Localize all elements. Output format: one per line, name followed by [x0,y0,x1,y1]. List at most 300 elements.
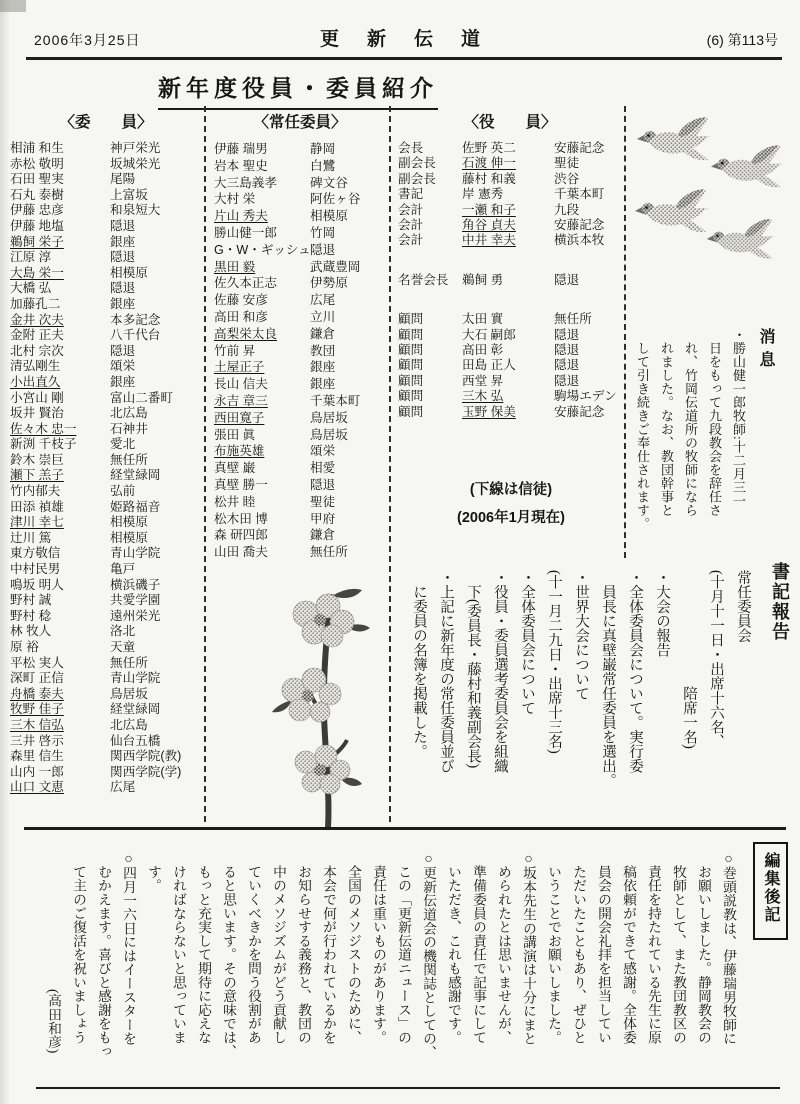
member-name: 山田 喬夫 [214,545,268,560]
member-church: 相愛 [310,461,336,476]
member-row [10,235,202,251]
member-row [10,437,202,453]
officer-church: 隠退 [554,343,580,358]
officer-church: 九段 [554,202,580,217]
member-church: 隠退 [110,250,136,265]
member-row [10,203,202,219]
officer-name: 石渡 伸一 [462,156,516,171]
member-name: 林 牧人 [10,624,52,639]
column-divider [624,106,626,558]
member-name: 赤松 敬明 [10,156,64,171]
member-name: 黒田 毅 [214,259,256,274]
member-row [10,219,202,235]
officer-role: 会計 [398,202,424,217]
editorial-line: 全国のメソジストのために、 [346,851,361,1045]
member-name: 相浦 和生 [10,141,64,155]
member-church: 仙台五橋 [110,733,161,748]
standing-committee-heading: 〈常任委員〉 [253,114,347,131]
member-row [10,718,202,734]
member-name: G・W・ギッシュ [214,242,311,257]
news-line: れました。なお、教団幹事と [659,328,674,517]
member-name: 高田 和彦 [214,309,268,324]
member-row [10,172,202,188]
member-church: 上富坂 [110,187,148,202]
secretary-report-heading: 書記報告 [770,562,790,642]
editorial-line: もっと充実して期待に応えな [196,851,211,1045]
member-row [10,640,202,656]
editorial-line: ○巻頭説教は、伊藤瑞男牧師に [721,851,736,1046]
member-name: 真壁 巌 [214,461,256,476]
member-name: 竹前 昇 [214,343,256,358]
editorial-line: お願いしました。静岡教会の [696,851,711,1045]
member-row [10,765,202,781]
editorial-line: 中のメソジズムがどう貢献し [271,851,286,1045]
committee-list [10,141,202,796]
member-row [10,500,202,516]
officers-column [398,112,622,420]
member-name: 竹内郁夫 [10,484,61,499]
member-church: 愛北 [110,437,136,452]
member-row [214,544,386,561]
officer-row [398,343,622,358]
member-row [10,468,202,484]
member-name: 平松 実人 [10,655,64,670]
member-row [10,375,202,391]
editorial-line: す。 [146,851,161,893]
member-row [214,259,386,276]
editorial-line: ただいたこともあり、ぜひと [571,851,586,1045]
officer-row [398,203,622,218]
editorial-line: ○四月一六日にはイースターを [121,851,136,1046]
editorial-line: 責任を持たれている先生に原 [646,851,661,1045]
editorial-line: ると思います。その意味では、 [221,851,236,1058]
member-row [214,175,386,192]
report-line: 常任委員会 [735,570,751,643]
member-name: 大三島義孝 [214,175,277,190]
editorial-line: むかえます。喜びと感謝をもっ [96,851,111,1058]
member-row [10,266,202,282]
member-church: 相模原 [310,209,348,224]
member-name: 真壁 勝一 [214,477,268,492]
member-row [214,427,386,444]
member-name: 北村 宗次 [10,343,64,358]
officer-name: 藤村 和義 [462,171,516,186]
officer-name: 角谷 貞夫 [462,218,516,233]
editorial-line: 稿依頼ができて感謝。全体委 [621,851,636,1045]
member-row [10,453,202,469]
member-name: 勝山健一郎 [214,225,277,240]
member-row [214,208,386,225]
editorial-line: この「更新伝道ニュース」の [396,851,411,1045]
member-church: 共愛学園 [110,593,161,608]
member-row [10,531,202,547]
member-church: 遠州栄光 [110,608,161,623]
member-church: 鳥居坂 [310,410,348,425]
member-name: 岩本 聖史 [214,158,268,173]
member-church: 鳥居坂 [110,686,148,701]
member-name: 伊藤 地塩 [10,218,64,233]
member-row [10,609,202,625]
officer-row [398,218,622,233]
editorial-line: ければならないと思っていま [171,851,186,1045]
member-church: 竹岡 [310,225,336,240]
member-church: 石神井 [110,421,148,436]
member-church: 鎌倉 [310,326,336,341]
member-church: 鎌倉 [310,528,336,543]
member-church: 鳥居坂 [310,427,348,442]
member-name: 舟橋 泰夫 [10,686,64,701]
news-body [630,328,750,590]
member-row [214,242,386,259]
editorial-line: ○坂本先生の講演は十分にまと [521,851,536,1046]
editorial-line: お知らせする義務と、教団の [296,851,311,1045]
officer-role: 名誉会長 [398,272,449,287]
officer-church: 隠退 [554,358,580,373]
officer-name: 佐野 英二 [462,141,516,155]
officers-heading: 〈役 員〉 [463,114,557,131]
member-row [214,191,386,208]
member-church: 武蔵豊岡 [310,259,361,274]
officer-role: 顧問 [398,327,424,342]
editorial-heading: 編集後記 [753,842,788,940]
news-line: ・勝山健一郎牧師:十二月三一 [731,328,746,508]
officer-name: 中井 幸夫 [462,233,516,248]
member-row [214,326,386,343]
member-row [10,671,202,687]
officer-church: 隠退 [554,327,580,342]
member-church: 横浜磯子 [110,577,161,592]
member-church: 洛北 [110,624,136,639]
officers-list [398,141,622,420]
scan-edge-shade [0,0,10,1104]
officer-church: 聖徒 [554,156,580,171]
officer-role: 会長 [398,141,424,155]
editorial-line: 員会の開会礼拝を担当してい [596,851,611,1045]
member-name: 津川 幸七 [10,515,64,530]
officer-name: 鵜飼 勇 [462,272,504,287]
officer-role: 顧問 [398,389,424,404]
member-church: 神戸栄光 [110,141,161,155]
member-name: 石丸 泰樹 [10,187,64,202]
member-row [10,515,202,531]
member-church: 弘前 [110,484,136,499]
officer-row [398,405,622,420]
member-church: 伊勢原 [310,276,348,291]
member-row [214,141,386,158]
member-church: 青山学院 [110,671,161,686]
member-church: 天童 [110,640,136,654]
section-rule [24,827,786,830]
member-name: 坂井 賢治 [10,406,64,421]
member-row [10,484,202,500]
officer-name: 西堂 昇 [462,373,504,388]
officer-row [398,156,622,171]
member-church: 関西学院(教) [110,749,182,764]
officer-role: 書記 [398,187,424,202]
member-name: 三木 信弘 [10,717,64,732]
member-name: 張田 眞 [214,427,256,442]
member-row [10,297,202,313]
member-church: 経堂緑岡 [110,702,161,717]
report-line: ・全体委員会について [519,570,535,715]
member-row [10,734,202,750]
editorial-line: 本会で何が行われているかを [321,851,336,1045]
officer-name: 岸 憲秀 [462,187,504,202]
member-row [214,225,386,242]
member-row [214,158,386,175]
officer-role: 顧問 [398,343,424,358]
editorial-line: 責任は重いものがあります。 [371,851,386,1045]
officer-church: 安藤記念 [554,141,605,155]
editorial-line: (高田和彦) [46,851,61,1054]
member-church: 姫路福音 [110,499,161,514]
doves-illustration [632,110,790,268]
member-name: 東方敬信 [10,546,61,561]
member-church: 隠退 [310,242,336,257]
report-line: ・全体委員会について。実行委 [627,570,643,773]
member-name: 片山 秀夫 [214,209,268,224]
officer-church: 隠退 [554,373,580,388]
member-church: 北広島 [110,406,148,421]
officer-row [398,312,622,327]
member-church: 本多記念 [110,312,161,327]
member-row [10,578,202,594]
member-church: 亀戸 [110,562,136,577]
member-name: 佐々木 忠一 [10,421,77,436]
member-church: 碑文谷 [310,175,348,190]
officer-church: 安藤記念 [554,218,605,233]
officer-name: 太田 實 [462,312,504,327]
masthead-title: 更新伝道 [319,29,509,50]
member-row [10,624,202,640]
officer-row [398,187,622,202]
officer-name: 一瀬 和子 [462,202,516,217]
member-row [214,275,386,292]
editorial-line: 準備委員の責任で記事にして [471,851,486,1045]
officer-role: 顧問 [398,312,424,327]
member-row [10,344,202,360]
member-row [214,393,386,410]
member-name: 大橋 弘 [10,281,52,296]
member-church: 青山学院 [110,546,161,561]
member-row [10,391,202,407]
officer-role: 顧問 [398,358,424,373]
member-name: 永吉 章三 [214,393,268,408]
member-row [10,359,202,375]
member-row [214,477,386,494]
officer-row [398,389,622,404]
footer-rule [36,1087,780,1089]
member-church: 関西学院(学) [110,764,182,779]
member-church: 相模原 [110,515,148,530]
member-church: 立川 [310,309,336,324]
member-row [10,562,202,578]
member-church: 北広島 [110,717,148,732]
member-church: 阿佐ヶ谷 [310,192,361,207]
report-line: (十月十一日・出席十六名、 [708,570,724,749]
secretary-report-body [405,562,756,824]
member-name: 辻川 篤 [10,530,52,545]
member-name: 三井 啓示 [10,733,64,748]
member-name: 小出直久 [10,374,61,389]
officer-row [398,141,622,156]
member-name: 牧野 佳子 [10,702,64,717]
member-church: 銀座 [110,296,136,311]
member-row [214,460,386,477]
report-line: 下(委員長・藤村和義副会長) [465,570,481,769]
officer-church: 無任所 [554,312,592,327]
editorial-section [12,842,788,1094]
member-row [10,188,202,204]
editorial-line: て主のご復活を祝いましょう [71,851,86,1045]
member-name: 伊藤 瑞男 [214,142,268,156]
header-rule [26,57,782,60]
officer-church: 駒場エデン [554,389,617,404]
member-name: 土屋正子 [214,360,265,375]
member-church: 頌栄 [110,359,136,374]
member-name: 大村 栄 [214,192,256,207]
column-divider [204,106,206,822]
member-church: 教団 [310,343,336,358]
member-name: 伊藤 忠彦 [10,203,64,218]
member-name: 長山 信夫 [214,377,268,392]
member-church: 頌栄 [310,444,336,459]
member-church: 広尾 [110,780,136,795]
member-row [10,157,202,173]
member-church: 相模原 [110,265,148,280]
member-row [214,376,386,393]
member-row [10,313,202,329]
member-name: 鈴木 崇巨 [10,452,64,467]
report-line: 員長に真壁巌常任委員を選出。 [600,570,616,788]
cherry-blossom-illustration [262,582,394,830]
officer-name: 三木 弘 [462,389,504,404]
member-row [10,406,202,422]
member-name: 森 研四郎 [214,528,268,543]
member-row [10,281,202,297]
report-line: ・世界大会について [573,570,589,701]
member-name: 野村 稔 [10,608,52,623]
member-church: 銀座 [110,234,136,249]
member-row [214,309,386,326]
committee-column [10,112,202,796]
member-name: 西田寛子 [214,410,265,425]
member-row [10,702,202,718]
member-name: 大島 栄一 [10,265,64,280]
member-name: 山内 一郎 [10,764,64,779]
officer-church: 横浜本牧 [554,233,605,248]
member-row [10,422,202,438]
member-church: 経堂緑岡 [110,468,161,483]
editorial-line: められたとは思いませんが、 [496,851,511,1045]
member-row [214,527,386,544]
article-title: 新年度役員・委員紹介 [158,70,438,110]
news-section [628,328,780,590]
member-name: 小宮山 剛 [10,390,64,405]
member-church: 千葉本町 [310,393,361,408]
member-row [10,687,202,703]
member-name: 鵜飼 栄子 [10,234,64,249]
member-church: 無任所 [110,655,148,670]
officer-church: 隠退 [554,272,580,287]
member-row [10,656,202,672]
member-name: 野村 誠 [10,593,52,608]
member-row [214,443,386,460]
member-name: 江原 淳 [10,250,52,265]
officer-church: 千葉本町 [554,187,605,202]
member-row [214,511,386,528]
member-church: 無任所 [110,452,148,467]
officer-role: 副会長 [398,156,436,171]
member-row [10,749,202,765]
officer-role: 会計 [398,233,424,248]
member-row [214,494,386,511]
secretary-report-section [396,562,796,824]
member-name: 佐久本正志 [214,276,277,291]
member-name: 松井 睦 [214,494,256,509]
legend-note [398,476,624,532]
officer-church: 安藤記念 [554,404,605,419]
editorial-line: ○更新伝道会の機関誌としての、 [421,851,436,1060]
officer-name: 田島 正人 [462,358,516,373]
member-row [214,292,386,309]
member-church: 甲府 [310,511,336,526]
member-church: 隠退 [110,281,136,296]
officer-row [398,358,622,373]
member-row [214,410,386,427]
report-line: ・上記に新年度の常任委員並び [438,570,454,773]
editorial-body [41,842,741,1094]
member-row [10,250,202,266]
member-name: 松木田 博 [214,511,268,526]
member-row [10,141,202,157]
legend-asof-note: (2006年1月現在) [457,510,565,526]
legend-underline-note: (下線は信徒) [469,482,553,498]
member-name: 金井 次夫 [10,312,64,327]
news-line: して引き続きご奉仕されます。 [635,328,650,531]
editorial-line: ていくべきかを問う役割があ [246,851,261,1045]
report-line: ・役員・委員選考委員会を組織 [492,570,508,773]
news-line: れ、竹岡伝道所の牧師になら [683,328,698,517]
editorial-line: 牧師として、また教団教区の [671,851,686,1045]
member-church: 坂城栄光 [110,156,161,171]
member-church: 隠退 [110,343,136,358]
member-row [214,359,386,376]
member-name: 布施英雄 [214,444,265,459]
page-issue-number: (6) 第113号 [706,32,778,48]
report-line: に委員の名簿を掲載した。 [411,570,427,759]
member-row [10,593,202,609]
member-name: 山口 文恵 [10,780,64,795]
report-line: ・大会の報告 [654,570,670,657]
member-church: 和泉短大 [110,203,161,218]
member-name: 森里 信生 [10,749,64,764]
committee-heading: 〈委 員〉 [59,114,153,131]
member-church: 聖徒 [310,494,336,509]
member-church: 銀座 [110,374,136,389]
member-name: 田添 禎雄 [10,499,64,514]
member-church: 八千代台 [110,328,161,343]
member-name: 原 裕 [10,640,39,654]
member-name: 中村民男 [10,562,61,577]
officer-role: 顧問 [398,373,424,388]
officer-row [398,328,622,343]
member-church: 静岡 [310,142,336,156]
officer-row [398,172,622,187]
standing-committee-column [214,112,386,561]
member-church: 富山二番町 [110,390,173,405]
member-name: 高梨栄太良 [214,326,277,341]
